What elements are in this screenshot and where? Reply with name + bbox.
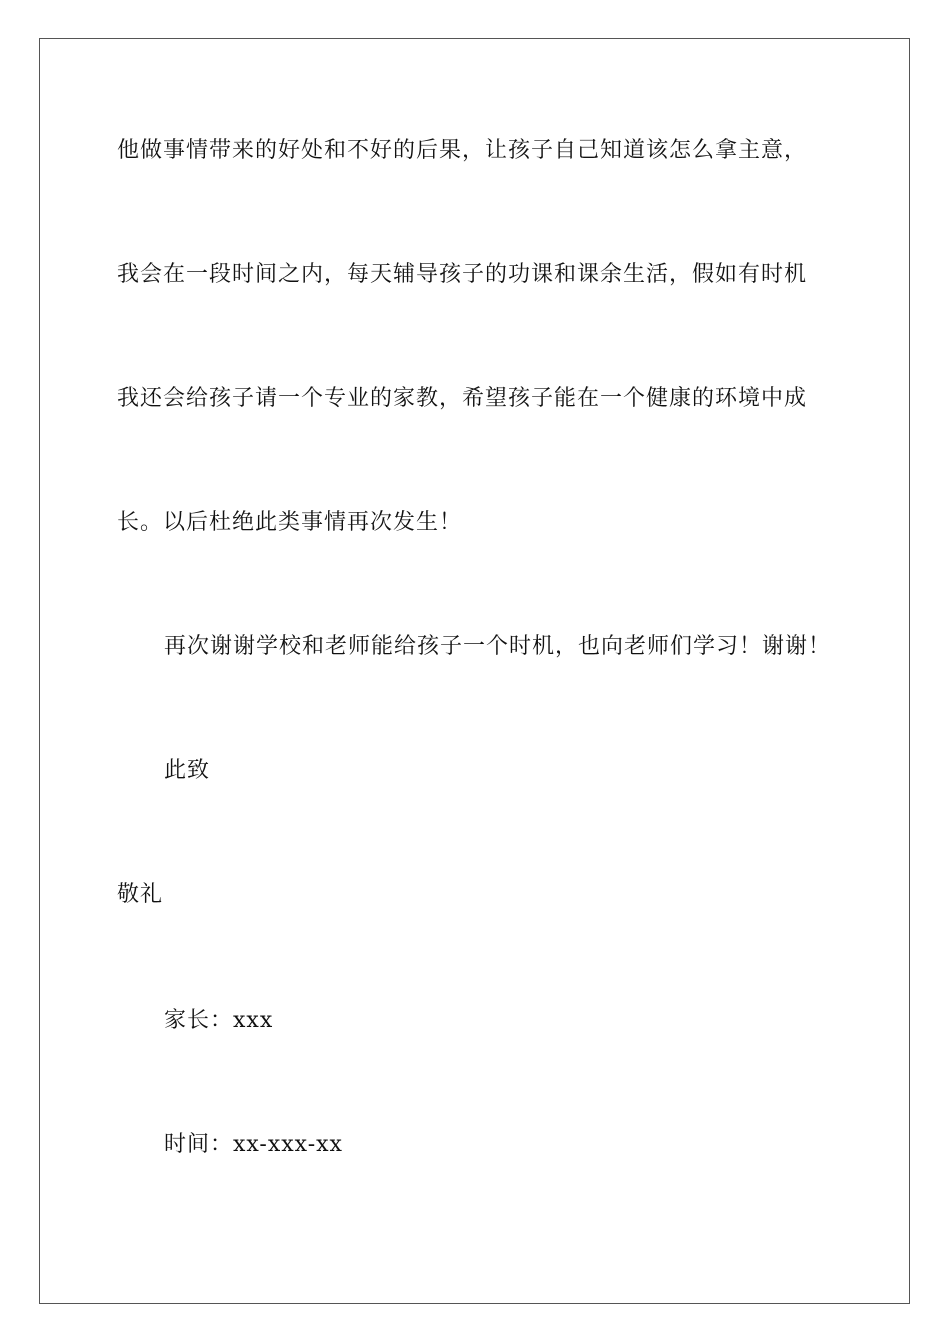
body-line-3: 我还会给孩子请一个专业的家教，希望孩子能在一个健康的环境中成 — [117, 386, 808, 411]
body-line-4: 长。以后杜绝此类事情再次发生！ — [117, 510, 463, 535]
signature-date: 时间：xx-xxx-xx — [164, 1132, 343, 1157]
closing-salutation: 此致 — [164, 758, 211, 783]
body-line-2: 我会在一段时间之内，每天辅导孩子的功课和课余生活，假如有时机 — [117, 262, 808, 287]
thanks-paragraph: 再次谢谢学校和老师能给孩子一个时机，也向老师们学习！谢谢！ — [164, 634, 832, 659]
signature-parent: 家长：xxx — [164, 1008, 274, 1033]
body-line-1: 他做事情带来的好处和不好的后果，让孩子自己知道该怎么拿主意， — [117, 138, 808, 163]
closing-regards: 敬礼 — [117, 882, 164, 907]
page-border — [39, 38, 910, 1304]
